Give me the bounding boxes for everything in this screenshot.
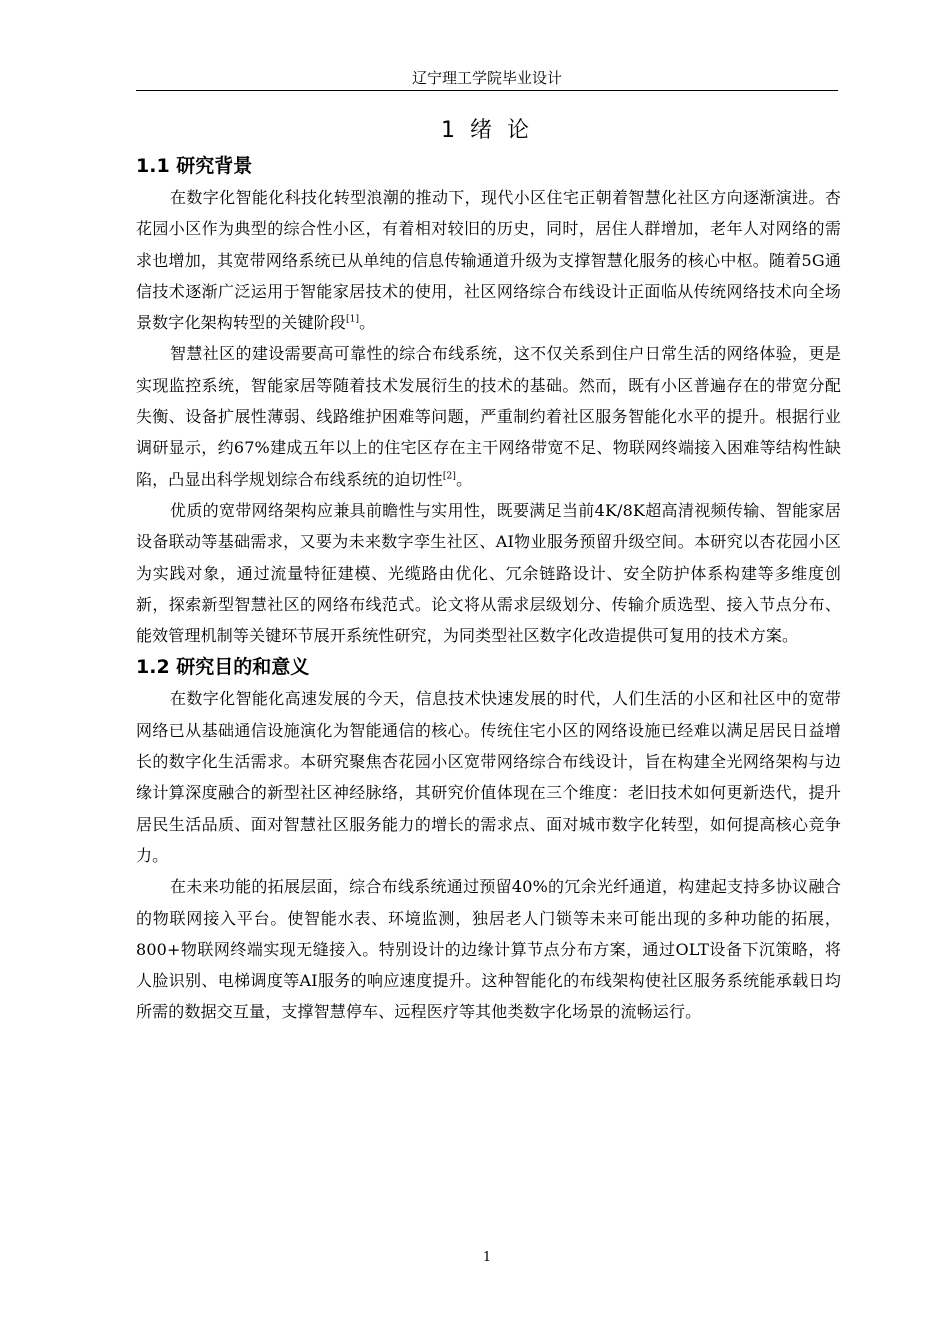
section-heading-1-2: 1.2 研究目的和意义 xyxy=(136,656,310,679)
paragraph-tail: 。 xyxy=(359,313,376,333)
paragraph-text: 在数字化智能化科技化转型浪潮的推动下，现代小区住宅正朝着智慧化社区方向逐渐演进。杏花园小区作为典型的综合性小区，有着相对较旧的历史，同时，居住人群增加，老年人对网络的需求也增加，其宽带网络系统已从单纯的信息传输通道升级为支撑智慧化服务的核心中枢。随着5G通信技术逐渐广泛运用于智能家居技术的使用，社区网络综合布线设计正面临从传统网络技术向全场景数字化架构转型的关键阶段 xyxy=(136,188,841,333)
paragraph xyxy=(136,683,841,871)
running-header: 辽宁理工学院毕业设计 xyxy=(411,69,562,87)
header-divider xyxy=(136,90,838,91)
paragraph-text: 在数字化智能化高速发展的今天，信息技术快速发展的时代，人们生活的小区和社区中的宽带网络已从基础通信设施演化为智能通信的核心。传统住宅小区的网络设施已经难以满足居民日益增长的数字化生活需求。本研究聚焦杏花园小区宽带网络综合布线设计，旨在构建全光网络架构与边缘计算深度融合的新型社区神经脉络，其研究价值体现在三个维度：老旧技术如何更新迭代，提升居民生活品质、面对智慧社区服务能力的增长的需求点、面对城市数字化转型，如何提高核心竞争力。 xyxy=(136,689,841,865)
paragraph-text: 在未来功能的拓展层面，综合布线系统通过预留40%的冗余光纤通道，构建起支持多协议融合的物联网接入平台。使智能水表、环境监测，独居老人门锁等未来可能出现的多种功能的拓展，800+物联网终端实现无缝接入。特别设计的边缘计算节点分布方案，通过OLT设备下沉策略，将人脸识别、电梯调度等AI服务的响应速度提升。这种智能化的布线架构使社区服务系统能承载日均所需的数据交互量，支撑智慧停车、远程医疗等其他类数字化场景的流畅运行。 xyxy=(136,877,841,1022)
chapter-title: 1 绪 论 xyxy=(441,118,533,143)
citation-marker: [2] xyxy=(442,471,457,482)
paragraph xyxy=(136,182,841,338)
paragraph-text: 优质的宽带网络架构应兼具前瞻性与实用性，既要满足当前4K/8K超高清视频传输、智能家居设备联动等基础需求，又要为未来数字孪生社区、AI物业服务预留升级空间。本研究以杏花园小区为实践对象，通过流量特征建模、光缆路由优化、冗余链路设计、安全防护体系构建等多维度创新，探索新型智慧社区的网络布线范式。论文将从需求层级划分、传输介质选型、接入节点分布、能效管理机制等关键环节展开系统性研究，为同类型社区数字化改造提供可复用的技术方案。 xyxy=(136,500,841,646)
paragraph-text: 智慧社区的建设需要高可靠性的综合布线系统，这不仅关系到住户日常生活的网络体验，更是实现监控系统，智能家居等随着技术发展衍生的技术的基础。然而，既有小区普遍存在的带宽分配失衡、设备扩展性薄弱、线路维护困难等问题，严重制约着社区服务智能化水平的提升。根据行业调研显示，约67%建成五年以上的住宅区存在主干网络带宽不足、物联网终端接入困难等结构性缺陷，凸显出科学规划综合布线系统的迫切性 xyxy=(136,344,841,489)
page-number: 1 xyxy=(482,1250,492,1265)
citation-marker: [1] xyxy=(345,314,360,325)
paragraph xyxy=(136,495,841,651)
paragraph-tail: 。 xyxy=(456,469,473,489)
section-heading-1-1: 1.1 研究背景 xyxy=(136,155,253,177)
paragraph xyxy=(136,871,841,1027)
paragraph xyxy=(136,338,841,494)
body-content xyxy=(136,150,841,1028)
